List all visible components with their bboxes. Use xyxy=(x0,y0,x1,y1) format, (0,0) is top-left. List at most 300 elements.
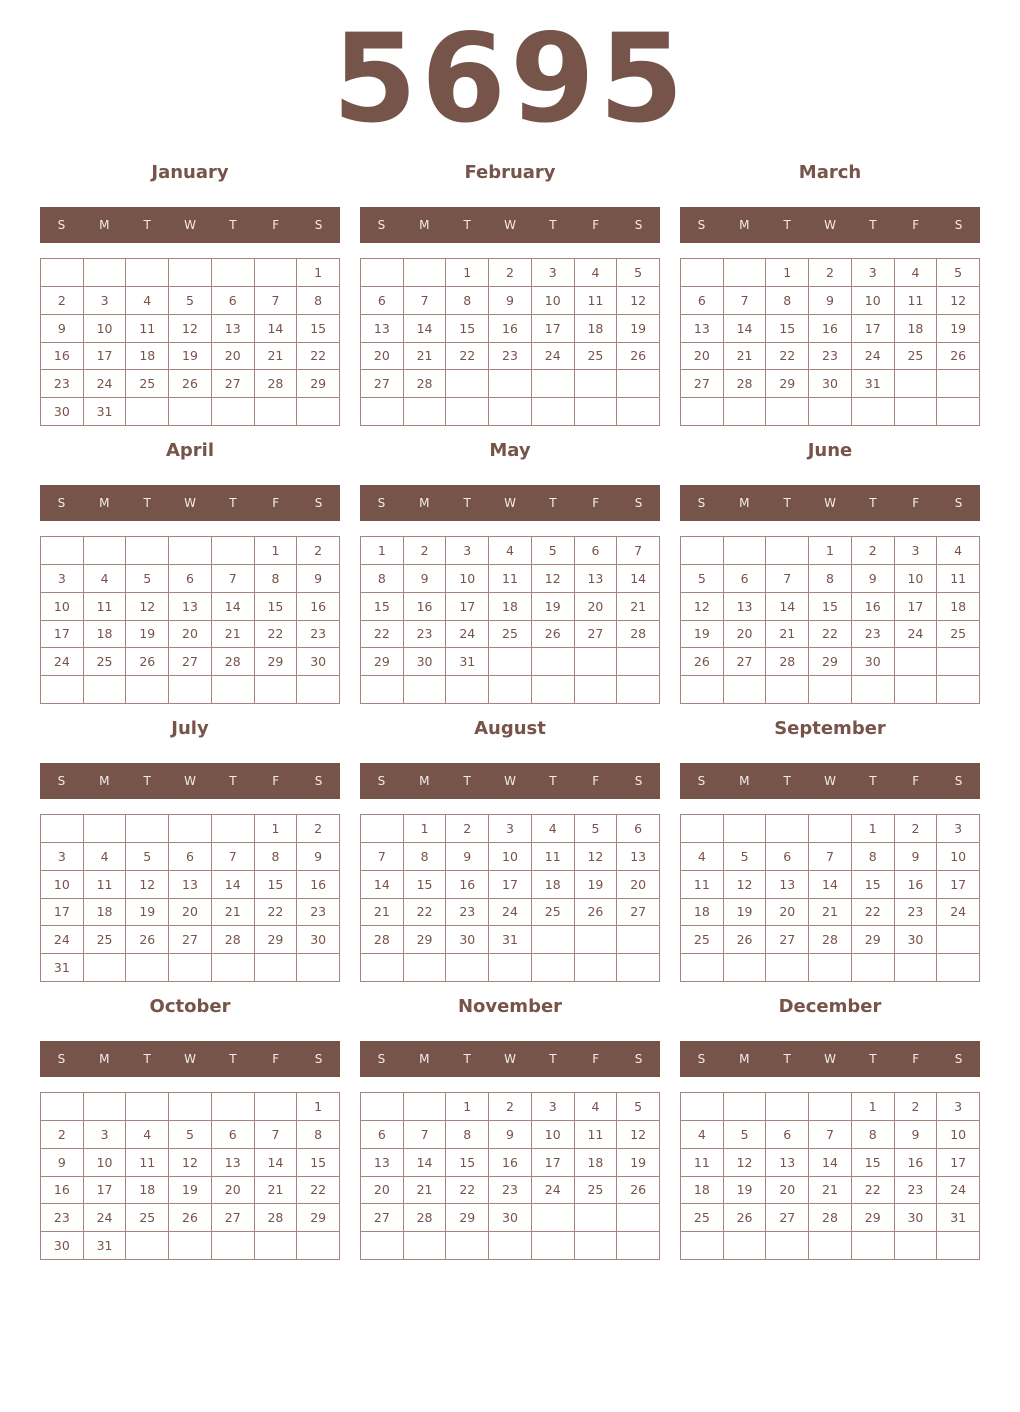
empty-cell xyxy=(532,1232,575,1260)
day-cell: 11 xyxy=(575,287,618,315)
day-cell: 10 xyxy=(937,1121,980,1149)
empty-cell xyxy=(852,676,895,704)
day-cell: 13 xyxy=(575,565,618,593)
day-cell: 4 xyxy=(532,815,575,843)
day-cell: 22 xyxy=(446,343,489,371)
day-cell: 24 xyxy=(532,343,575,371)
day-cell: 31 xyxy=(41,954,84,982)
day-cell: 15 xyxy=(852,1149,895,1177)
weekday-label: S xyxy=(377,218,386,232)
weekday-label: T xyxy=(229,496,237,510)
empty-cell xyxy=(724,398,767,426)
day-cell: 4 xyxy=(937,537,980,565)
day-cell: 12 xyxy=(575,843,618,871)
day-cell: 5 xyxy=(724,1121,767,1149)
day-cell: 19 xyxy=(724,899,767,927)
year-title: 5695 xyxy=(332,8,688,150)
weekday-label: S xyxy=(377,496,386,510)
empty-cell xyxy=(575,1232,618,1260)
empty-cell xyxy=(532,1204,575,1232)
day-cell: 10 xyxy=(446,565,489,593)
empty-cell xyxy=(724,537,767,565)
day-cell: 22 xyxy=(297,343,340,371)
empty-cell xyxy=(617,1204,660,1232)
day-cell: 25 xyxy=(681,926,724,954)
day-cell: 5 xyxy=(126,565,169,593)
empty-cell xyxy=(809,1093,852,1121)
day-cell: 11 xyxy=(681,1149,724,1177)
day-cell: 28 xyxy=(724,370,767,398)
day-cell: 16 xyxy=(895,871,938,899)
empty-cell xyxy=(532,398,575,426)
weekday-label: S xyxy=(57,1052,66,1066)
day-cell: 20 xyxy=(212,343,255,371)
day-cell: 19 xyxy=(169,343,212,371)
day-cell: 25 xyxy=(937,621,980,649)
day-cell: 6 xyxy=(212,1121,255,1149)
weekday-label: F xyxy=(272,1052,280,1066)
day-cell: 17 xyxy=(446,593,489,621)
empty-cell xyxy=(617,370,660,398)
empty-cell xyxy=(937,1232,980,1260)
month-title: July xyxy=(171,718,209,739)
day-cell: 14 xyxy=(617,565,660,593)
day-cell: 6 xyxy=(724,565,767,593)
empty-cell xyxy=(681,537,724,565)
weekday-label: T xyxy=(143,218,151,232)
day-cell: 8 xyxy=(297,287,340,315)
day-cell: 14 xyxy=(766,593,809,621)
day-cell: 28 xyxy=(212,926,255,954)
day-cell: 14 xyxy=(255,315,298,343)
weekday-label: M xyxy=(419,496,430,510)
day-cell: 14 xyxy=(212,593,255,621)
day-cell: 10 xyxy=(937,843,980,871)
day-cell: 8 xyxy=(404,843,447,871)
day-grid xyxy=(680,1092,980,1260)
day-cell: 14 xyxy=(809,1149,852,1177)
empty-cell xyxy=(126,1232,169,1260)
day-cell: 18 xyxy=(895,315,938,343)
weekday-label: F xyxy=(912,496,920,510)
day-cell: 9 xyxy=(852,565,895,593)
day-cell: 29 xyxy=(297,370,340,398)
empty-cell xyxy=(724,1232,767,1260)
empty-cell xyxy=(212,1232,255,1260)
empty-cell xyxy=(681,815,724,843)
empty-cell xyxy=(169,537,212,565)
day-cell: 8 xyxy=(361,565,404,593)
weekday-label: S xyxy=(377,774,386,788)
day-grid xyxy=(360,814,660,982)
empty-cell xyxy=(126,259,169,287)
day-cell: 28 xyxy=(809,926,852,954)
day-cell: 31 xyxy=(852,370,895,398)
day-cell: 26 xyxy=(681,648,724,676)
day-cell: 25 xyxy=(489,621,532,649)
empty-cell xyxy=(575,370,618,398)
day-cell: 5 xyxy=(169,1121,212,1149)
weekday-label: M xyxy=(99,496,110,510)
day-cell: 2 xyxy=(895,1093,938,1121)
weekday-label: F xyxy=(592,218,600,232)
empty-cell xyxy=(41,676,84,704)
weekday-label: S xyxy=(954,1052,963,1066)
day-cell: 10 xyxy=(41,593,84,621)
day-cell: 22 xyxy=(255,621,298,649)
empty-cell xyxy=(169,259,212,287)
day-cell: 15 xyxy=(297,1149,340,1177)
weekday-label: W xyxy=(184,774,196,788)
day-cell: 28 xyxy=(212,648,255,676)
empty-cell xyxy=(532,648,575,676)
weekday-label: T xyxy=(463,218,471,232)
day-cell: 8 xyxy=(809,565,852,593)
day-cell: 2 xyxy=(852,537,895,565)
day-cell: 19 xyxy=(532,593,575,621)
empty-cell xyxy=(361,1093,404,1121)
month-title: September xyxy=(774,718,886,739)
weekday-label: F xyxy=(592,774,600,788)
weekday-header xyxy=(40,207,340,243)
day-cell: 17 xyxy=(532,315,575,343)
day-cell: 17 xyxy=(84,1177,127,1205)
empty-cell xyxy=(724,815,767,843)
day-cell: 16 xyxy=(297,871,340,899)
day-cell: 17 xyxy=(937,871,980,899)
day-cell: 8 xyxy=(255,565,298,593)
day-cell: 13 xyxy=(766,871,809,899)
day-cell: 22 xyxy=(766,343,809,371)
day-cell: 11 xyxy=(575,1121,618,1149)
day-cell: 28 xyxy=(361,926,404,954)
empty-cell xyxy=(446,954,489,982)
day-cell: 10 xyxy=(532,1121,575,1149)
weekday-header xyxy=(680,1041,980,1077)
empty-cell xyxy=(532,370,575,398)
weekday-label: W xyxy=(504,496,516,510)
day-cell: 15 xyxy=(297,315,340,343)
weekday-label: M xyxy=(99,1052,110,1066)
day-cell: 17 xyxy=(41,621,84,649)
weekday-label: S xyxy=(634,774,643,788)
day-cell: 28 xyxy=(809,1204,852,1232)
empty-cell xyxy=(255,676,298,704)
day-cell: 21 xyxy=(404,1177,447,1205)
weekday-label: T xyxy=(549,496,557,510)
day-cell: 19 xyxy=(724,1177,767,1205)
day-cell: 18 xyxy=(84,899,127,927)
empty-cell xyxy=(126,954,169,982)
day-cell: 29 xyxy=(255,648,298,676)
day-cell: 7 xyxy=(255,1121,298,1149)
day-cell: 15 xyxy=(255,871,298,899)
day-cell: 19 xyxy=(681,621,724,649)
weekday-label: S xyxy=(634,1052,643,1066)
empty-cell xyxy=(212,259,255,287)
weekday-label: T xyxy=(549,218,557,232)
weekday-label: S xyxy=(634,218,643,232)
day-grid xyxy=(680,258,980,426)
empty-cell xyxy=(297,1232,340,1260)
day-cell: 1 xyxy=(809,537,852,565)
month-title: June xyxy=(807,440,853,461)
day-cell: 25 xyxy=(895,343,938,371)
empty-cell xyxy=(575,1204,618,1232)
day-cell: 30 xyxy=(852,648,895,676)
empty-cell xyxy=(532,954,575,982)
day-cell: 22 xyxy=(404,899,447,927)
empty-cell xyxy=(895,954,938,982)
weekday-label: T xyxy=(143,774,151,788)
empty-cell xyxy=(895,1232,938,1260)
day-cell: 23 xyxy=(41,1204,84,1232)
day-cell: 10 xyxy=(895,565,938,593)
weekday-label: T xyxy=(783,774,791,788)
day-cell: 2 xyxy=(297,815,340,843)
empty-cell xyxy=(84,259,127,287)
weekday-label: S xyxy=(954,218,963,232)
day-cell: 22 xyxy=(852,1177,895,1205)
empty-cell xyxy=(617,926,660,954)
day-cell: 13 xyxy=(212,315,255,343)
day-cell: 12 xyxy=(724,1149,767,1177)
weekday-label: T xyxy=(783,1052,791,1066)
day-cell: 19 xyxy=(169,1177,212,1205)
empty-cell xyxy=(809,954,852,982)
empty-cell xyxy=(41,537,84,565)
empty-cell xyxy=(297,676,340,704)
empty-cell xyxy=(532,676,575,704)
day-cell: 20 xyxy=(724,621,767,649)
empty-cell xyxy=(681,954,724,982)
day-cell: 12 xyxy=(126,871,169,899)
day-cell: 12 xyxy=(126,593,169,621)
empty-cell xyxy=(84,815,127,843)
day-cell: 6 xyxy=(169,843,212,871)
day-cell: 10 xyxy=(84,315,127,343)
day-cell: 13 xyxy=(617,843,660,871)
day-cell: 13 xyxy=(169,593,212,621)
day-cell: 16 xyxy=(41,343,84,371)
day-cell: 25 xyxy=(126,370,169,398)
day-cell: 1 xyxy=(255,815,298,843)
weekday-label: F xyxy=(912,218,920,232)
empty-cell xyxy=(681,259,724,287)
day-cell: 7 xyxy=(766,565,809,593)
day-cell: 10 xyxy=(532,287,575,315)
day-cell: 26 xyxy=(169,1204,212,1232)
day-cell: 6 xyxy=(212,287,255,315)
day-cell: 17 xyxy=(895,593,938,621)
day-cell: 1 xyxy=(446,1093,489,1121)
day-cell: 6 xyxy=(361,1121,404,1149)
day-cell: 26 xyxy=(937,343,980,371)
day-cell: 9 xyxy=(446,843,489,871)
day-cell: 9 xyxy=(297,565,340,593)
day-cell: 8 xyxy=(446,1121,489,1149)
weekday-label: F xyxy=(592,496,600,510)
month-title: May xyxy=(489,440,531,461)
day-cell: 29 xyxy=(361,648,404,676)
month-title: October xyxy=(149,996,231,1017)
weekday-label: T xyxy=(229,218,237,232)
weekday-label: M xyxy=(739,218,750,232)
weekday-label: T xyxy=(143,1052,151,1066)
day-cell: 23 xyxy=(446,899,489,927)
weekday-label: M xyxy=(419,774,430,788)
weekday-label: M xyxy=(99,774,110,788)
empty-cell xyxy=(895,370,938,398)
empty-cell xyxy=(937,676,980,704)
day-cell: 26 xyxy=(532,621,575,649)
day-cell: 24 xyxy=(84,370,127,398)
empty-cell xyxy=(937,648,980,676)
day-cell: 28 xyxy=(255,370,298,398)
empty-cell xyxy=(255,259,298,287)
day-cell: 21 xyxy=(255,343,298,371)
day-cell: 26 xyxy=(724,1204,767,1232)
day-cell: 26 xyxy=(126,648,169,676)
day-cell: 16 xyxy=(852,593,895,621)
empty-cell xyxy=(575,648,618,676)
empty-cell xyxy=(84,537,127,565)
day-cell: 11 xyxy=(937,565,980,593)
empty-cell xyxy=(212,815,255,843)
day-cell: 19 xyxy=(617,315,660,343)
day-cell: 26 xyxy=(617,1177,660,1205)
empty-cell xyxy=(169,398,212,426)
day-cell: 20 xyxy=(681,343,724,371)
day-cell: 20 xyxy=(169,621,212,649)
day-cell: 23 xyxy=(809,343,852,371)
weekday-label: T xyxy=(463,496,471,510)
month-title: February xyxy=(464,162,556,183)
empty-cell xyxy=(126,815,169,843)
day-cell: 1 xyxy=(255,537,298,565)
day-cell: 18 xyxy=(681,1177,724,1205)
weekday-header xyxy=(40,1041,340,1077)
empty-cell xyxy=(766,537,809,565)
day-cell: 10 xyxy=(489,843,532,871)
day-cell: 24 xyxy=(937,899,980,927)
empty-cell xyxy=(212,398,255,426)
day-cell: 25 xyxy=(575,343,618,371)
day-cell: 11 xyxy=(489,565,532,593)
day-cell: 13 xyxy=(766,1149,809,1177)
day-cell: 4 xyxy=(126,1121,169,1149)
day-cell: 27 xyxy=(681,370,724,398)
day-cell: 17 xyxy=(41,899,84,927)
day-cell: 18 xyxy=(575,1149,618,1177)
day-cell: 12 xyxy=(724,871,767,899)
day-cell: 5 xyxy=(617,1093,660,1121)
weekday-label: S xyxy=(954,496,963,510)
day-cell: 4 xyxy=(575,259,618,287)
day-cell: 11 xyxy=(84,871,127,899)
day-cell: 2 xyxy=(895,815,938,843)
empty-cell xyxy=(575,926,618,954)
day-cell: 14 xyxy=(809,871,852,899)
day-cell: 4 xyxy=(84,565,127,593)
empty-cell xyxy=(126,537,169,565)
empty-cell xyxy=(489,954,532,982)
weekday-label: M xyxy=(739,774,750,788)
empty-cell xyxy=(617,648,660,676)
empty-cell xyxy=(809,398,852,426)
day-cell: 3 xyxy=(895,537,938,565)
empty-cell xyxy=(766,398,809,426)
weekday-label: M xyxy=(99,218,110,232)
weekday-label: T xyxy=(549,1052,557,1066)
day-cell: 30 xyxy=(41,1232,84,1260)
day-cell: 23 xyxy=(297,621,340,649)
empty-cell xyxy=(255,1232,298,1260)
day-cell: 2 xyxy=(489,1093,532,1121)
day-cell: 12 xyxy=(169,315,212,343)
empty-cell xyxy=(446,370,489,398)
day-cell: 27 xyxy=(212,1204,255,1232)
day-grid xyxy=(40,536,340,704)
weekday-label: T xyxy=(783,496,791,510)
day-cell: 7 xyxy=(212,565,255,593)
empty-cell xyxy=(84,676,127,704)
day-cell: 6 xyxy=(575,537,618,565)
day-cell: 10 xyxy=(84,1149,127,1177)
day-cell: 27 xyxy=(212,370,255,398)
weekday-label: W xyxy=(504,1052,516,1066)
day-cell: 27 xyxy=(361,370,404,398)
empty-cell xyxy=(212,954,255,982)
day-cell: 24 xyxy=(41,926,84,954)
day-cell: 14 xyxy=(361,871,404,899)
day-cell: 23 xyxy=(489,343,532,371)
day-cell: 24 xyxy=(852,343,895,371)
day-cell: 23 xyxy=(895,899,938,927)
empty-cell xyxy=(361,815,404,843)
day-cell: 12 xyxy=(937,287,980,315)
day-cell: 28 xyxy=(617,621,660,649)
day-cell: 31 xyxy=(84,398,127,426)
day-cell: 25 xyxy=(84,926,127,954)
day-cell: 25 xyxy=(126,1204,169,1232)
empty-cell xyxy=(169,954,212,982)
weekday-label: M xyxy=(739,496,750,510)
day-cell: 23 xyxy=(489,1177,532,1205)
day-cell: 25 xyxy=(84,648,127,676)
weekday-label: W xyxy=(184,496,196,510)
day-cell: 2 xyxy=(297,537,340,565)
weekday-label: T xyxy=(463,774,471,788)
day-grid xyxy=(40,258,340,426)
day-cell: 24 xyxy=(446,621,489,649)
day-cell: 13 xyxy=(724,593,767,621)
day-cell: 24 xyxy=(895,621,938,649)
empty-cell xyxy=(212,676,255,704)
empty-cell xyxy=(404,398,447,426)
empty-cell xyxy=(937,370,980,398)
day-cell: 27 xyxy=(766,926,809,954)
weekday-label: M xyxy=(419,218,430,232)
day-cell: 6 xyxy=(766,843,809,871)
weekday-label: S xyxy=(377,1052,386,1066)
day-cell: 8 xyxy=(852,1121,895,1149)
day-cell: 21 xyxy=(255,1177,298,1205)
month-title: August xyxy=(474,718,546,739)
weekday-label: F xyxy=(272,218,280,232)
weekday-label: S xyxy=(697,496,706,510)
weekday-header xyxy=(360,485,660,521)
